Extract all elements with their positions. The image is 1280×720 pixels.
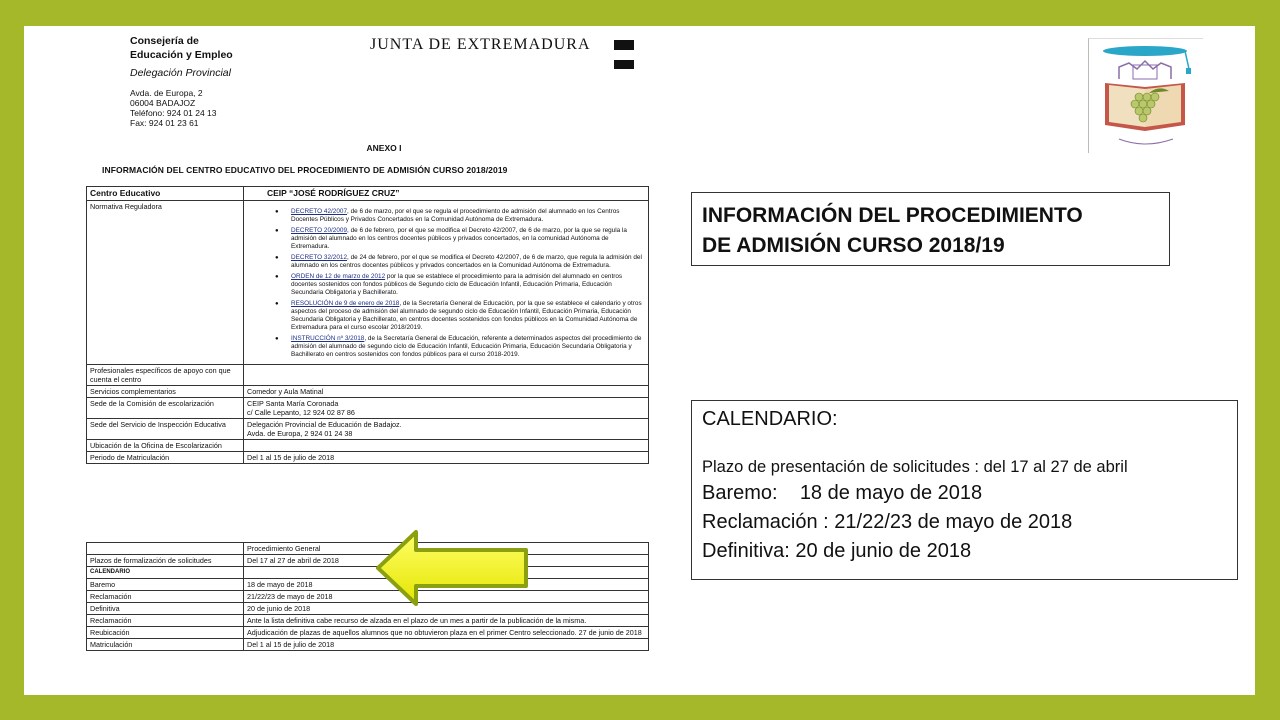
table-row — [87, 386, 649, 398]
phone: Teléfono: 924 01 24 13 — [130, 108, 217, 118]
address-block — [130, 88, 233, 128]
table-row — [87, 452, 649, 464]
city: 06004 BADAJOZ — [130, 98, 196, 108]
table-row — [87, 201, 649, 365]
table-cell: Sede del Servicio de Inspección Educativa — [87, 419, 244, 440]
table-cell: Periodo de Matriculación — [87, 452, 244, 464]
calendar-table — [86, 542, 649, 651]
calendar-definitiva: Definitiva: 20 de junio de 2018 — [702, 540, 972, 562]
calendar-baremo: Baremo: 18 de mayo de 2018 — [702, 482, 983, 504]
normativa-item — [291, 254, 645, 270]
normativa-text: , de 6 de febrero, por el que se modifica el Decreto 42/2007, de 6 de marzo, por la que se regula la admisión del alumnado en los centros docentes públicos y privados concertados, en la comunidad Autónoma de Extremadura. — [291, 227, 627, 250]
table-row — [87, 639, 649, 651]
table-cell: Del 1 al 15 de julio de 2018 — [244, 639, 649, 651]
table-cell: 21/22/23 de mayo de 2018 — [244, 591, 649, 603]
calendar-reclamacion: Reclamación : 21/22/23 de mayo de 2018 — [702, 511, 1073, 533]
procedure-title-line1: INFORMACIÓN DEL PROCEDIMIENTO — [702, 204, 1083, 227]
normativa-link[interactable]: DECRETO 42/2007 — [291, 208, 348, 215]
table-cell: Reclamación — [87, 615, 244, 627]
table-cell: CEIP Santa María Coronada c/ Calle Lepanto, 12 924 02 87 86 — [244, 398, 649, 419]
redaction-mark — [614, 40, 634, 50]
table-row — [87, 543, 649, 555]
center-info-rows — [87, 365, 649, 464]
table-cell: Plazos de formalización de solicitudes — [87, 555, 244, 567]
calendar-heading: CALENDARIO: — [702, 408, 838, 430]
document-header — [130, 34, 233, 128]
normativa-text: , de la Secretaría General de Educación, por la que se establece el calendario y otros aspectos del proceso de admisión del alumnado de segundo ciclo de Educación Infantil, Educación Primaria, Educación Secundaria Obligatoria y Bachillerato, en centros docentes sostenidos con fondos públicos en la Comunidad Autónoma de Extremadura para el curso escolar 2018/2019. — [291, 300, 642, 331]
table-cell — [244, 187, 649, 201]
calendar-rows — [87, 579, 649, 651]
table-cell — [244, 440, 649, 452]
table-row — [87, 555, 649, 567]
calendar-box — [691, 400, 1238, 580]
table-row — [87, 365, 649, 386]
normativa-item — [291, 300, 645, 332]
table-cell: Del 17 al 27 de abril de 2018 — [244, 555, 649, 567]
normativa-list — [247, 208, 645, 359]
table-cell: Sede de la Comisión de escolarización — [87, 398, 244, 419]
table-row — [87, 627, 649, 639]
org-line2: Educación y Empleo — [130, 49, 233, 61]
normativa-link[interactable]: RESOLUCIÓN de 9 de enero de 2018 — [291, 300, 400, 307]
normativa-text: , de la Secretaría General de Educación, referente a determinados aspectos del procedimiento de admisión del alumnado de segundo ciclo de Educación Infantil, Educación Primaria, Educación Secundaria Obligatoria y Bachillerato en centros sostenidos con fondos públicos para el curso 2018-2019. — [291, 335, 642, 358]
normativa-text: por la que se establece el procedimiento para la admisión del alumnado en centros docentes sostenidos con fondos públicos de Segundo ciclo de Educación Infantil, Educación Primaria, Educación Secundaria Obligatoria y Bachillerato. — [291, 273, 623, 296]
normativa-link[interactable]: DECRETO 32/2012 — [291, 254, 348, 261]
normativa-item — [291, 335, 645, 359]
center-name: CEIP “JOSÉ RODRÍGUEZ CRUZ” — [267, 188, 400, 198]
table-row — [87, 187, 649, 201]
table-row — [87, 591, 649, 603]
table-cell: 18 de mayo de 2018 — [244, 579, 649, 591]
table-row — [87, 579, 649, 591]
procedure-title-box — [691, 192, 1170, 266]
table-cell: CALENDARIO — [87, 567, 244, 579]
table-cell: Normativa Reguladora — [87, 201, 244, 365]
table-row — [87, 440, 649, 452]
table-row — [87, 615, 649, 627]
fax: Fax: 924 01 23 61 — [130, 118, 199, 128]
normativa-link[interactable]: DECRETO 20/2009 — [291, 227, 348, 234]
school-logo-icon — [1088, 38, 1203, 153]
table-cell: Reubicación — [87, 627, 244, 639]
table-cell: Del 1 al 15 de julio de 2018 — [244, 452, 649, 464]
redaction-mark — [614, 60, 634, 69]
table-row — [87, 567, 649, 579]
table-cell: 20 de junio de 2018 — [244, 603, 649, 615]
table-row — [87, 419, 649, 440]
junta-title: JUNTA DE EXTREMADURA — [370, 36, 591, 53]
table-cell: Delegación Provincial de Educación de Badajoz. Avda. de Europa, 2 924 01 24 38 — [244, 419, 649, 440]
table-cell: Ante la lista definitiva cabe recurso de alzada en el plazo de un mes a partir de la publicación de la misma. — [244, 615, 649, 627]
table-cell: Definitiva — [87, 603, 244, 615]
table-row — [87, 398, 649, 419]
table-cell: Servicios complementarios — [87, 386, 244, 398]
normativa-item — [291, 227, 645, 251]
table-cell: Baremo — [87, 579, 244, 591]
address: Avda. de Europa, 2 — [130, 88, 203, 98]
yellow-arrow-icon — [372, 528, 532, 608]
normativa-item — [291, 208, 645, 224]
table-cell: Adjudicación de plazas de aquellos alumnos que no obtuvieron plaza en el primer Centro seleccionado. 27 de junio de 2018 — [244, 627, 649, 639]
table-cell: Procedimiento General — [244, 543, 649, 555]
normativa-link[interactable]: ORDEN de 12 de marzo de 2012 — [291, 273, 386, 280]
document-title: INFORMACIÓN DEL CENTRO EDUCATIVO DEL PROCEDIMIENTO DE ADMISIÓN CURSO 2018/2019 — [102, 165, 508, 175]
table-row — [87, 603, 649, 615]
slide — [24, 26, 1255, 695]
anexo-label: ANEXO I — [366, 143, 402, 153]
scanned-document — [84, 26, 684, 695]
table-cell: Comedor y Aula Matinal — [244, 386, 649, 398]
table-cell: Profesionales específicos de apoyo con que cuenta el centro — [87, 365, 244, 386]
normativa-text: , de 24 de febrero, por el que se modifica el Decreto 42/2007, de 6 de marzo, que regula la admisión del alumnado en los centros docentes públicos y privados concertados en la Comunidad Autónoma de Extremadura. — [291, 254, 642, 269]
table-cell — [244, 201, 649, 365]
table-cell: Matriculación — [87, 639, 244, 651]
normativa-item — [291, 273, 645, 297]
table-cell — [244, 365, 649, 386]
normativa-link[interactable]: INSTRUCCIÓN nº 3/2018 — [291, 335, 365, 342]
calendar-plazo: Plazo de presentación de solicitudes : del 17 al 27 de abril — [702, 458, 1128, 476]
table-cell: Reclamación — [87, 591, 244, 603]
org-line1: Consejería de — [130, 35, 199, 47]
delegation: Delegación Provincial — [130, 67, 231, 79]
procedure-title-line2: DE ADMISIÓN CURSO 2018/19 — [702, 234, 1005, 257]
table-cell: Ubicación de la Oficina de Escolarización — [87, 440, 244, 452]
table-cell: Centro Educativo — [87, 187, 244, 201]
normativa-text: , de 6 de marzo, por el que se regula el procedimiento de admisión del alumnado en los Centros Docentes Públicos y Privados Concertados en la Comunidad Autónoma de Extremadura. — [291, 208, 620, 223]
center-info-table — [86, 186, 649, 464]
table-cell — [87, 543, 244, 555]
